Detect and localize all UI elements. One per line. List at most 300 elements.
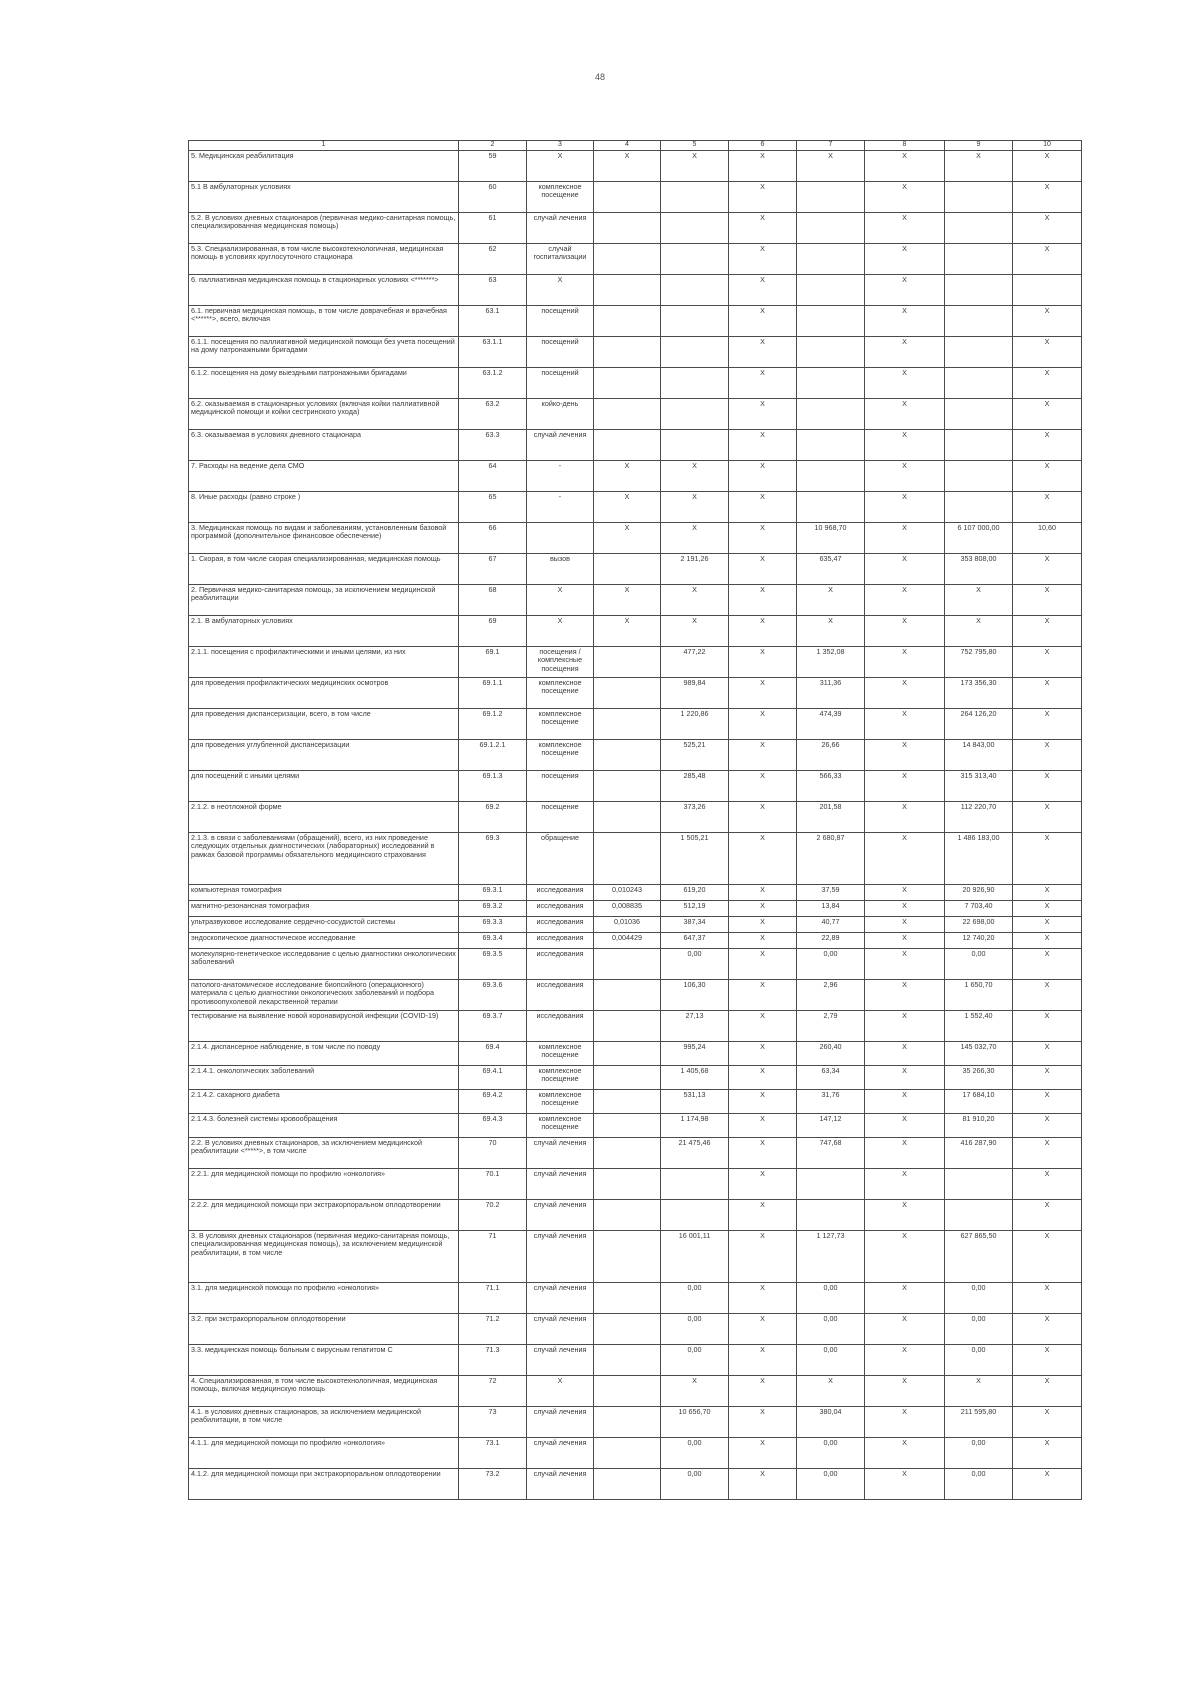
cost-per-unit-cell: 0,00 <box>661 1282 729 1313</box>
table-row <box>189 212 1082 243</box>
indicator-name-cell: 2.1.2. в неотложной форме <box>189 801 459 832</box>
row-number-cell: 73 <box>459 1406 527 1437</box>
unit-of-measure-cell: посещения / комплексные посещения <box>527 646 594 677</box>
budget-per-capita-cell: X <box>729 429 797 460</box>
percent-of-total-cell: X <box>1013 916 1082 932</box>
budget-total-cell: X <box>865 522 945 553</box>
row-number-cell: 70.2 <box>459 1199 527 1230</box>
table-row <box>189 932 1082 948</box>
indicator-name-cell: 3.2. при экстракорпоральном оплодотворении <box>189 1313 459 1344</box>
oms-total-cell: 17 684,10 <box>945 1089 1013 1113</box>
unit-of-measure-cell: комплексное посещение <box>527 1089 594 1113</box>
budget-per-capita-cell: X <box>729 646 797 677</box>
cost-per-unit-cell: X <box>661 150 729 181</box>
budget-per-capita-cell: X <box>729 150 797 181</box>
percent-of-total-cell: X <box>1013 212 1082 243</box>
oms-per-capita-cell: 2 680,87 <box>797 832 865 884</box>
volume-per-person-cell <box>594 429 661 460</box>
oms-total-cell: 0,00 <box>945 948 1013 979</box>
indicator-name-cell: 2.1.3. в связи с заболеваниями (обращений), всего, из них проведение следующих отдельных диагностических (лабораторных) исследований в рамках базовой программы обязательного медицинского страхования <box>189 832 459 884</box>
unit-of-measure-cell: исследования <box>527 979 594 1010</box>
percent-of-total-cell: X <box>1013 336 1082 367</box>
indicator-name-cell: 2. Первичная медико-санитарная помощь, за исключением медицинской реабилитации <box>189 584 459 615</box>
budget-per-capita-cell: X <box>729 1089 797 1113</box>
indicator-name-cell: 6.1.2. посещения на дому выездными патронажными бригадами <box>189 367 459 398</box>
oms-per-capita-cell: X <box>797 615 865 646</box>
oms-total-cell: 0,00 <box>945 1313 1013 1344</box>
row-number-cell: 69.3.1 <box>459 884 527 900</box>
budget-total-cell: X <box>865 553 945 584</box>
table-row <box>189 646 1082 677</box>
row-number-cell: 69 <box>459 615 527 646</box>
unit-of-measure-cell: случай лечения <box>527 1437 594 1468</box>
column-number-header: 4 <box>594 141 661 151</box>
indicator-name-cell: компьютерная томография <box>189 884 459 900</box>
oms-per-capita-cell <box>797 212 865 243</box>
percent-of-total-cell: X <box>1013 770 1082 801</box>
budget-total-cell: X <box>865 1010 945 1041</box>
oms-total-cell: 1 650,70 <box>945 979 1013 1010</box>
cost-per-unit-cell: X <box>661 522 729 553</box>
unit-of-measure-cell: X <box>527 615 594 646</box>
percent-of-total-cell: X <box>1013 367 1082 398</box>
budget-per-capita-cell: X <box>729 708 797 739</box>
table-row <box>189 1313 1082 1344</box>
budget-per-capita-cell: X <box>729 1313 797 1344</box>
table-row <box>189 832 1082 884</box>
table-row <box>189 1065 1082 1089</box>
unit-of-measure-cell: комплексное посещение <box>527 677 594 708</box>
cost-per-unit-cell: 10 656,70 <box>661 1406 729 1437</box>
table-row <box>189 429 1082 460</box>
cost-per-unit-cell: 373,26 <box>661 801 729 832</box>
percent-of-total-cell <box>1013 274 1082 305</box>
row-number-cell: 69.1 <box>459 646 527 677</box>
oms-per-capita-cell <box>797 398 865 429</box>
indicator-name-cell: 2.1.4. диспансерное наблюдение, в том числе по поводу <box>189 1041 459 1065</box>
budget-per-capita-cell: X <box>729 491 797 522</box>
percent-of-total-cell: X <box>1013 1113 1082 1137</box>
budget-total-cell: X <box>865 1375 945 1406</box>
oms-total-cell: X <box>945 150 1013 181</box>
volume-per-person-cell <box>594 212 661 243</box>
cost-per-unit-cell: 387,34 <box>661 916 729 932</box>
oms-total-cell <box>945 1199 1013 1230</box>
indicator-name-cell: для посещений с иными целями <box>189 770 459 801</box>
oms-per-capita-cell <box>797 1199 865 1230</box>
table-row <box>189 677 1082 708</box>
budget-total-cell: X <box>865 801 945 832</box>
cost-per-unit-cell <box>661 1199 729 1230</box>
volume-per-person-cell <box>594 336 661 367</box>
percent-of-total-cell: X <box>1013 900 1082 916</box>
table-row <box>189 708 1082 739</box>
percent-of-total-cell: X <box>1013 1468 1082 1499</box>
unit-of-measure-cell: исследования <box>527 948 594 979</box>
oms-per-capita-cell: 0,00 <box>797 1282 865 1313</box>
percent-of-total-cell: X <box>1013 1437 1082 1468</box>
cost-per-unit-cell <box>661 336 729 367</box>
unit-of-measure-cell: случай лечения <box>527 1168 594 1199</box>
row-number-cell: 69.1.2.1 <box>459 739 527 770</box>
table-header-row <box>189 141 1082 151</box>
cost-per-unit-cell: X <box>661 615 729 646</box>
row-number-cell: 71 <box>459 1230 527 1282</box>
row-number-cell: 65 <box>459 491 527 522</box>
oms-total-cell: X <box>945 584 1013 615</box>
row-number-cell: 59 <box>459 150 527 181</box>
table-row <box>189 584 1082 615</box>
percent-of-total-cell: X <box>1013 1230 1082 1282</box>
indicator-name-cell: 5.3. Специализированная, в том числе высокотехнологичная, медицинская помощь в условиях круглосуточного стационара <box>189 243 459 274</box>
table-row <box>189 460 1082 491</box>
percent-of-total-cell: X <box>1013 553 1082 584</box>
unit-of-measure-cell: комплексное посещение <box>527 181 594 212</box>
indicator-name-cell: 4.1.1. для медицинской помощи по профилю «онкология» <box>189 1437 459 1468</box>
row-number-cell: 69.3.3 <box>459 916 527 932</box>
indicator-name-cell: 2.1.4.1. онкологических заболеваний <box>189 1065 459 1089</box>
cost-per-unit-cell: 106,30 <box>661 979 729 1010</box>
budget-per-capita-cell: X <box>729 677 797 708</box>
indicator-name-cell: молекулярно-генетическое исследование с целью диагностики онкологических заболеваний <box>189 948 459 979</box>
table-row <box>189 274 1082 305</box>
table-row <box>189 1230 1082 1282</box>
cost-per-unit-cell: 1 220,86 <box>661 708 729 739</box>
budget-per-capita-cell: X <box>729 1199 797 1230</box>
volume-per-person-cell <box>594 367 661 398</box>
unit-of-measure-cell: исследования <box>527 884 594 900</box>
oms-per-capita-cell <box>797 1168 865 1199</box>
budget-per-capita-cell: X <box>729 1230 797 1282</box>
row-number-cell: 69.3.4 <box>459 932 527 948</box>
oms-total-cell <box>945 367 1013 398</box>
volume-per-person-cell <box>594 305 661 336</box>
table-row <box>189 1113 1082 1137</box>
volume-per-person-cell: X <box>594 522 661 553</box>
oms-total-cell <box>945 460 1013 491</box>
percent-of-total-cell: X <box>1013 1168 1082 1199</box>
cost-per-unit-cell: X <box>661 584 729 615</box>
oms-total-cell: 264 126,20 <box>945 708 1013 739</box>
oms-per-capita-cell: 0,00 <box>797 1468 865 1499</box>
cost-per-unit-cell: X <box>661 491 729 522</box>
row-number-cell: 69.2 <box>459 801 527 832</box>
percent-of-total-cell: X <box>1013 150 1082 181</box>
unit-of-measure-cell: X <box>527 1375 594 1406</box>
row-number-cell: 60 <box>459 181 527 212</box>
volume-per-person-cell <box>594 677 661 708</box>
column-number-header: 2 <box>459 141 527 151</box>
row-number-cell: 66 <box>459 522 527 553</box>
percent-of-total-cell: X <box>1013 491 1082 522</box>
row-number-cell: 68 <box>459 584 527 615</box>
unit-of-measure-cell: случай лечения <box>527 429 594 460</box>
budget-per-capita-cell: X <box>729 832 797 884</box>
row-number-cell: 73.2 <box>459 1468 527 1499</box>
percent-of-total-cell: X <box>1013 615 1082 646</box>
cost-per-unit-cell: 0,00 <box>661 1437 729 1468</box>
indicator-name-cell: 3.1. для медицинской помощи по профилю «онкология» <box>189 1282 459 1313</box>
table-row <box>189 1375 1082 1406</box>
percent-of-total-cell: X <box>1013 1199 1082 1230</box>
budget-total-cell: X <box>865 1282 945 1313</box>
indicator-name-cell: 2.1.1. посещения с профилактическими и иными целями, из них <box>189 646 459 677</box>
percent-of-total-cell: 10,60 <box>1013 522 1082 553</box>
oms-total-cell: 1 552,40 <box>945 1010 1013 1041</box>
unit-of-measure-cell: комплексное посещение <box>527 1065 594 1089</box>
budget-per-capita-cell: X <box>729 900 797 916</box>
table-row <box>189 1468 1082 1499</box>
row-number-cell: 69.4.1 <box>459 1065 527 1089</box>
column-number-header: 6 <box>729 141 797 151</box>
volume-per-person-cell <box>594 1230 661 1282</box>
financing-table <box>188 140 1082 1500</box>
indicator-name-cell: 6.3. оказываемая в условиях дневного стационара <box>189 429 459 460</box>
oms-per-capita-cell <box>797 274 865 305</box>
cost-per-unit-cell: 0,00 <box>661 1344 729 1375</box>
volume-per-person-cell: X <box>594 460 661 491</box>
budget-total-cell: X <box>865 708 945 739</box>
budget-per-capita-cell: X <box>729 1282 797 1313</box>
cost-per-unit-cell: 477,22 <box>661 646 729 677</box>
cost-per-unit-cell: 525,21 <box>661 739 729 770</box>
oms-total-cell: 7 703,40 <box>945 900 1013 916</box>
row-number-cell: 71.2 <box>459 1313 527 1344</box>
oms-per-capita-cell: 2,96 <box>797 979 865 1010</box>
unit-of-measure-cell: обращение <box>527 832 594 884</box>
table-row <box>189 1041 1082 1065</box>
unit-of-measure-cell: случай госпитализации <box>527 243 594 274</box>
budget-total-cell: X <box>865 243 945 274</box>
budget-per-capita-cell: X <box>729 1344 797 1375</box>
percent-of-total-cell: X <box>1013 460 1082 491</box>
cost-per-unit-cell: 1 505,21 <box>661 832 729 884</box>
oms-total-cell <box>945 398 1013 429</box>
budget-per-capita-cell: X <box>729 1168 797 1199</box>
oms-per-capita-cell: 31,76 <box>797 1089 865 1113</box>
budget-total-cell: X <box>865 305 945 336</box>
oms-total-cell <box>945 429 1013 460</box>
table-row <box>189 491 1082 522</box>
table-row <box>189 1199 1082 1230</box>
budget-total-cell: X <box>865 1437 945 1468</box>
oms-per-capita-cell <box>797 429 865 460</box>
row-number-cell: 63.1 <box>459 305 527 336</box>
percent-of-total-cell: X <box>1013 979 1082 1010</box>
table-row <box>189 150 1082 181</box>
volume-per-person-cell: 0,01036 <box>594 916 661 932</box>
percent-of-total-cell: X <box>1013 1137 1082 1168</box>
oms-total-cell: 416 287,90 <box>945 1137 1013 1168</box>
unit-of-measure-cell: случай лечения <box>527 1137 594 1168</box>
indicator-name-cell: 2.1.4.2. сахарного диабета <box>189 1089 459 1113</box>
indicator-name-cell: 2.2.1. для медицинской помощи по профилю «онкология» <box>189 1168 459 1199</box>
table-row <box>189 615 1082 646</box>
budget-per-capita-cell: X <box>729 212 797 243</box>
indicator-name-cell: магнитно-резонансная томография <box>189 900 459 916</box>
indicator-name-cell: 3.3. медицинская помощь больным с вирусным гепатитом С <box>189 1344 459 1375</box>
budget-total-cell: X <box>865 398 945 429</box>
budget-total-cell: X <box>865 212 945 243</box>
oms-per-capita-cell: X <box>797 584 865 615</box>
percent-of-total-cell: X <box>1013 398 1082 429</box>
oms-per-capita-cell: X <box>797 150 865 181</box>
indicator-name-cell: 2.2.2. для медицинской помощи при экстракорпоральном оплодотворении <box>189 1199 459 1230</box>
row-number-cell: 69.3.6 <box>459 979 527 1010</box>
oms-per-capita-cell: 40,77 <box>797 916 865 932</box>
cost-per-unit-cell: 1 405,68 <box>661 1065 729 1089</box>
budget-total-cell: X <box>865 979 945 1010</box>
budget-total-cell: X <box>865 274 945 305</box>
volume-per-person-cell <box>594 739 661 770</box>
indicator-name-cell: 2.2. В условиях дневных стационаров, за исключением медицинской реабилитации <*****>, в том числе <box>189 1137 459 1168</box>
unit-of-measure-cell: случай лечения <box>527 1406 594 1437</box>
volume-per-person-cell <box>594 1199 661 1230</box>
row-number-cell: 69.1.2 <box>459 708 527 739</box>
row-number-cell: 72 <box>459 1375 527 1406</box>
budget-total-cell: X <box>865 460 945 491</box>
oms-per-capita-cell: 474,39 <box>797 708 865 739</box>
table-row <box>189 1344 1082 1375</box>
percent-of-total-cell: X <box>1013 584 1082 615</box>
percent-of-total-cell: X <box>1013 932 1082 948</box>
budget-total-cell: X <box>865 1313 945 1344</box>
volume-per-person-cell <box>594 1168 661 1199</box>
cost-per-unit-cell <box>661 429 729 460</box>
budget-total-cell: X <box>865 1468 945 1499</box>
percent-of-total-cell: X <box>1013 1010 1082 1041</box>
indicator-name-cell: 7. Расходы на ведение дела СМО <box>189 460 459 491</box>
unit-of-measure-cell: случай лечения <box>527 1313 594 1344</box>
unit-of-measure-cell: X <box>527 274 594 305</box>
cost-per-unit-cell: X <box>661 1375 729 1406</box>
volume-per-person-cell: X <box>594 150 661 181</box>
budget-per-capita-cell: X <box>729 336 797 367</box>
volume-per-person-cell <box>594 1437 661 1468</box>
oms-per-capita-cell: 37,59 <box>797 884 865 900</box>
row-number-cell: 70.1 <box>459 1168 527 1199</box>
table-row <box>189 948 1082 979</box>
column-number-header: 3 <box>527 141 594 151</box>
budget-per-capita-cell: X <box>729 1113 797 1137</box>
unit-of-measure-cell: X <box>527 150 594 181</box>
page-number: 48 <box>594 72 605 82</box>
oms-per-capita-cell: 1 352,08 <box>797 646 865 677</box>
table-row <box>189 900 1082 916</box>
oms-total-cell <box>945 336 1013 367</box>
table-row <box>189 522 1082 553</box>
budget-total-cell: X <box>865 770 945 801</box>
unit-of-measure-cell: случай лечения <box>527 212 594 243</box>
row-number-cell: 63.3 <box>459 429 527 460</box>
budget-total-cell: X <box>865 1041 945 1065</box>
indicator-name-cell: 2.1.4.3. болезней системы кровообращения <box>189 1113 459 1137</box>
cost-per-unit-cell: 285,48 <box>661 770 729 801</box>
budget-total-cell: X <box>865 932 945 948</box>
budget-per-capita-cell: X <box>729 884 797 900</box>
oms-total-cell: 0,00 <box>945 1344 1013 1375</box>
oms-total-cell <box>945 181 1013 212</box>
cost-per-unit-cell <box>661 367 729 398</box>
table-row <box>189 398 1082 429</box>
indicator-name-cell: 4.1. в условиях дневных стационаров, за исключением медицинской реабилитации, в том числе <box>189 1406 459 1437</box>
budget-per-capita-cell: X <box>729 770 797 801</box>
oms-total-cell <box>945 243 1013 274</box>
unit-of-measure-cell: комплексное посещение <box>527 739 594 770</box>
indicator-name-cell: 3. Медицинская помощь по видам и заболеваниям, установленным базовой программой (дополнительное финансовое обеспечение) <box>189 522 459 553</box>
row-number-cell: 69.3.7 <box>459 1010 527 1041</box>
table-row <box>189 1406 1082 1437</box>
unit-of-measure-cell: вызов <box>527 553 594 584</box>
column-number-header: 9 <box>945 141 1013 151</box>
oms-per-capita-cell <box>797 305 865 336</box>
budget-per-capita-cell: X <box>729 1437 797 1468</box>
volume-per-person-cell <box>594 1137 661 1168</box>
oms-per-capita-cell: 260,40 <box>797 1041 865 1065</box>
indicator-name-cell: 1. Скорая, в том числе скорая специализированная, медицинская помощь <box>189 553 459 584</box>
volume-per-person-cell <box>594 979 661 1010</box>
indicator-name-cell: эндоскопическое диагностическое исследование <box>189 932 459 948</box>
budget-per-capita-cell: X <box>729 1065 797 1089</box>
oms-total-cell <box>945 491 1013 522</box>
oms-total-cell: X <box>945 615 1013 646</box>
unit-of-measure-cell <box>527 522 594 553</box>
budget-per-capita-cell: X <box>729 553 797 584</box>
column-number-header: 8 <box>865 141 945 151</box>
oms-total-cell: 81 910,20 <box>945 1113 1013 1137</box>
cost-per-unit-cell <box>661 1168 729 1199</box>
cost-per-unit-cell: 16 001,11 <box>661 1230 729 1282</box>
indicator-name-cell: для проведения углубленной диспансеризации <box>189 739 459 770</box>
indicator-name-cell: 4.1.2. для медицинской помощи при экстракорпоральном оплодотворении <box>189 1468 459 1499</box>
budget-per-capita-cell: X <box>729 1010 797 1041</box>
oms-per-capita-cell: 0,00 <box>797 1437 865 1468</box>
volume-per-person-cell <box>594 1313 661 1344</box>
oms-total-cell <box>945 274 1013 305</box>
table-row <box>189 916 1082 932</box>
oms-per-capita-cell <box>797 181 865 212</box>
percent-of-total-cell: X <box>1013 1089 1082 1113</box>
cost-per-unit-cell: 531,13 <box>661 1089 729 1113</box>
volume-per-person-cell <box>594 1468 661 1499</box>
budget-total-cell: X <box>865 367 945 398</box>
indicator-name-cell: 5.1 В амбулаторных условиях <box>189 181 459 212</box>
table-row <box>189 336 1082 367</box>
row-number-cell: 73.1 <box>459 1437 527 1468</box>
oms-per-capita-cell: 1 127,73 <box>797 1230 865 1282</box>
percent-of-total-cell: X <box>1013 1375 1082 1406</box>
indicator-name-cell: 6.1. первичная медицинская помощь, в том числе доврачебная и врачебная <******>, всего, включая <box>189 305 459 336</box>
percent-of-total-cell: X <box>1013 739 1082 770</box>
indicator-name-cell: 6. паллиативная медицинская помощь в стационарных условиях <*******> <box>189 274 459 305</box>
budget-per-capita-cell: X <box>729 1406 797 1437</box>
oms-total-cell <box>945 1168 1013 1199</box>
budget-per-capita-cell: X <box>729 460 797 491</box>
budget-per-capita-cell: X <box>729 398 797 429</box>
budget-per-capita-cell: X <box>729 801 797 832</box>
row-number-cell: 61 <box>459 212 527 243</box>
table-row <box>189 1437 1082 1468</box>
budget-per-capita-cell: X <box>729 615 797 646</box>
table-row <box>189 801 1082 832</box>
budget-per-capita-cell: X <box>729 522 797 553</box>
volume-per-person-cell: 0,004429 <box>594 932 661 948</box>
unit-of-measure-cell: посещений <box>527 367 594 398</box>
indicator-name-cell: 8. Иные расходы (равно строке ) <box>189 491 459 522</box>
oms-per-capita-cell: 747,68 <box>797 1137 865 1168</box>
percent-of-total-cell: X <box>1013 1282 1082 1313</box>
row-number-cell: 63 <box>459 274 527 305</box>
